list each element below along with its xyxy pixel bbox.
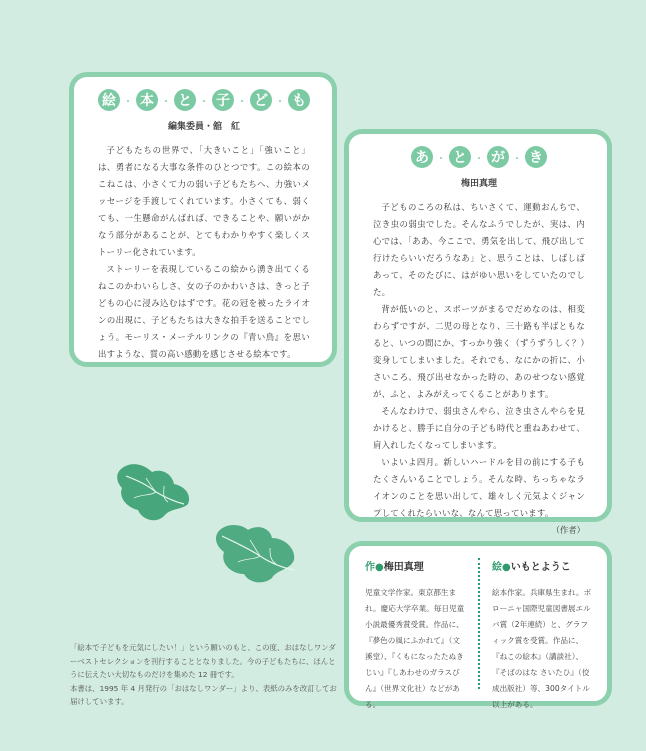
card1-paragraph: 子どもたちの世界で、「大きいこと」「強いこと」は、勇者になる大事な条件のひとつです。この絵本のこねこは、小さくて力の弱い子どもたちへ、力強いメッセージを手渡してくれています。小さくても、弱くても、一生懸命がんばれば、できることや、願いがかなう部分があることが、とてもわかりやすく楽しくストーリー化されています。 bbox=[98, 145, 310, 257]
title-char: 子 bbox=[212, 89, 234, 111]
card1-title: 絵 ・ 本 ・ と ・ 子 ・ ど ・ も bbox=[98, 89, 310, 111]
card2-byline: 梅田真理 bbox=[460, 179, 497, 189]
author-bio: 児童文学作家。東京都生まれ。慶応大学卒業。毎日児童小説最優秀賞受賞。作品に、『夢色の風にふかれて』（文溪堂）、『くもになったたぬきじい』『しあわせのガラスびん』（世界文化社）などがある。 bbox=[365, 588, 465, 709]
title-char: 絵 bbox=[98, 89, 120, 111]
leaf-illustration-2 bbox=[212, 518, 304, 588]
title-char: あ bbox=[411, 146, 433, 168]
illustrator-profile bbox=[482, 558, 593, 709]
card2-paragraph: そんなわけで、弱虫さんやら、泣き虫さんやらを見かけると、勝手に自分の子ども時代と重ねあわせて、肩入れしたくなってしまいます。 bbox=[373, 406, 585, 450]
card1-byline: 編集委員・舘 紅 bbox=[167, 122, 240, 132]
profile-card bbox=[344, 541, 612, 709]
title-char: と bbox=[449, 146, 471, 168]
title-char: も bbox=[288, 89, 310, 111]
card-ehon-to-kodomo bbox=[69, 72, 337, 367]
author-mark: 作● bbox=[365, 562, 384, 573]
leaf-illustration-1 bbox=[112, 458, 198, 530]
illustrator-mark: 絵● bbox=[492, 562, 511, 573]
card2-title: あ ・ と ・ が ・ き bbox=[373, 146, 585, 168]
title-char: ど bbox=[250, 89, 272, 111]
author-profile bbox=[365, 558, 476, 709]
title-char: き bbox=[525, 146, 547, 168]
card2-paragraph: 背が低いのと、スポーツがまるでだめなのは、相変わらずですが、二児の母となり、三十路も半ばともなると、いつの間にか、すっかり強く（ずうずうしく？）変身してしまいました。それでも、なにかの折に、小さいころ、飛び出せなかった時の、あのせつない感覚が、ふと、よみがえってくることがあります。 bbox=[373, 304, 585, 399]
author-name: 梅田真理 bbox=[383, 562, 424, 573]
card2-paragraph: 子どものころの私は、ちいさくて、運動おんちで、泣き虫の弱虫でした。そんなふうでしたが、実は、内心では、「ああ、今ここで、勇気を出して、飛び出して行けたらいいだろうなあ」と、思うことは、しばしばあって、そのたびに、はがゆい思いをしていたのでした。 bbox=[373, 202, 585, 297]
title-char: が bbox=[487, 146, 509, 168]
card2-signature: （作者） bbox=[551, 525, 585, 535]
series-note-line: 「絵本で子どもを元気にしたい！」という願いのもと、この度、おはなしワンダーベストセレクションを刊行することとなりました。今の子どもたちに、ほんとうに伝えたい大切なものだけを集めた 12 冊です。 bbox=[70, 643, 336, 679]
series-note bbox=[70, 641, 342, 709]
profile-divider bbox=[478, 558, 480, 689]
card1-paragraph: ストーリーを表現しているこの絵から湧き出てくるねこのかわいらしさ、女の子のかわいさは、きっと子どもの心に浸み込むはずです。花の冠を被ったライオンの出現に、子どもたちは大きな拍手を送ることでしょう。モーリス・メーテルリンクの『青い鳥』を思い出すような、質の高い感動を感じさせる絵本です。 bbox=[98, 264, 310, 359]
illustrator-bio: 絵本作家。兵庫県生まれ。ボローニャ国際児童図書展エルバ賞（2年連続）と、グラフィック賞を受賞。作品に、『ねこの絵本』（講談社）、『そばのはな さいたひ』（佼成出版社）等、300タイトル以上がある。 bbox=[492, 588, 592, 709]
card2-paragraph: いよいよ四月。新しいハードルを目の前にする子もたくさんいることでしょう。そんな時、ちっちゃなライオンのことを思い出して、雄々しく元気よくジャンプしてくれたらいいな、なんて思っています。 bbox=[373, 457, 585, 518]
card-atogaki bbox=[344, 129, 612, 535]
title-char: と bbox=[174, 89, 196, 111]
series-note-line: 本書は、1995 年 4 月発行の「おはなしワンダー」より、表紙のみを改訂してお届けしています。 bbox=[70, 683, 337, 706]
title-char: 本 bbox=[136, 89, 158, 111]
illustrator-name: いもとようこ bbox=[510, 562, 571, 573]
